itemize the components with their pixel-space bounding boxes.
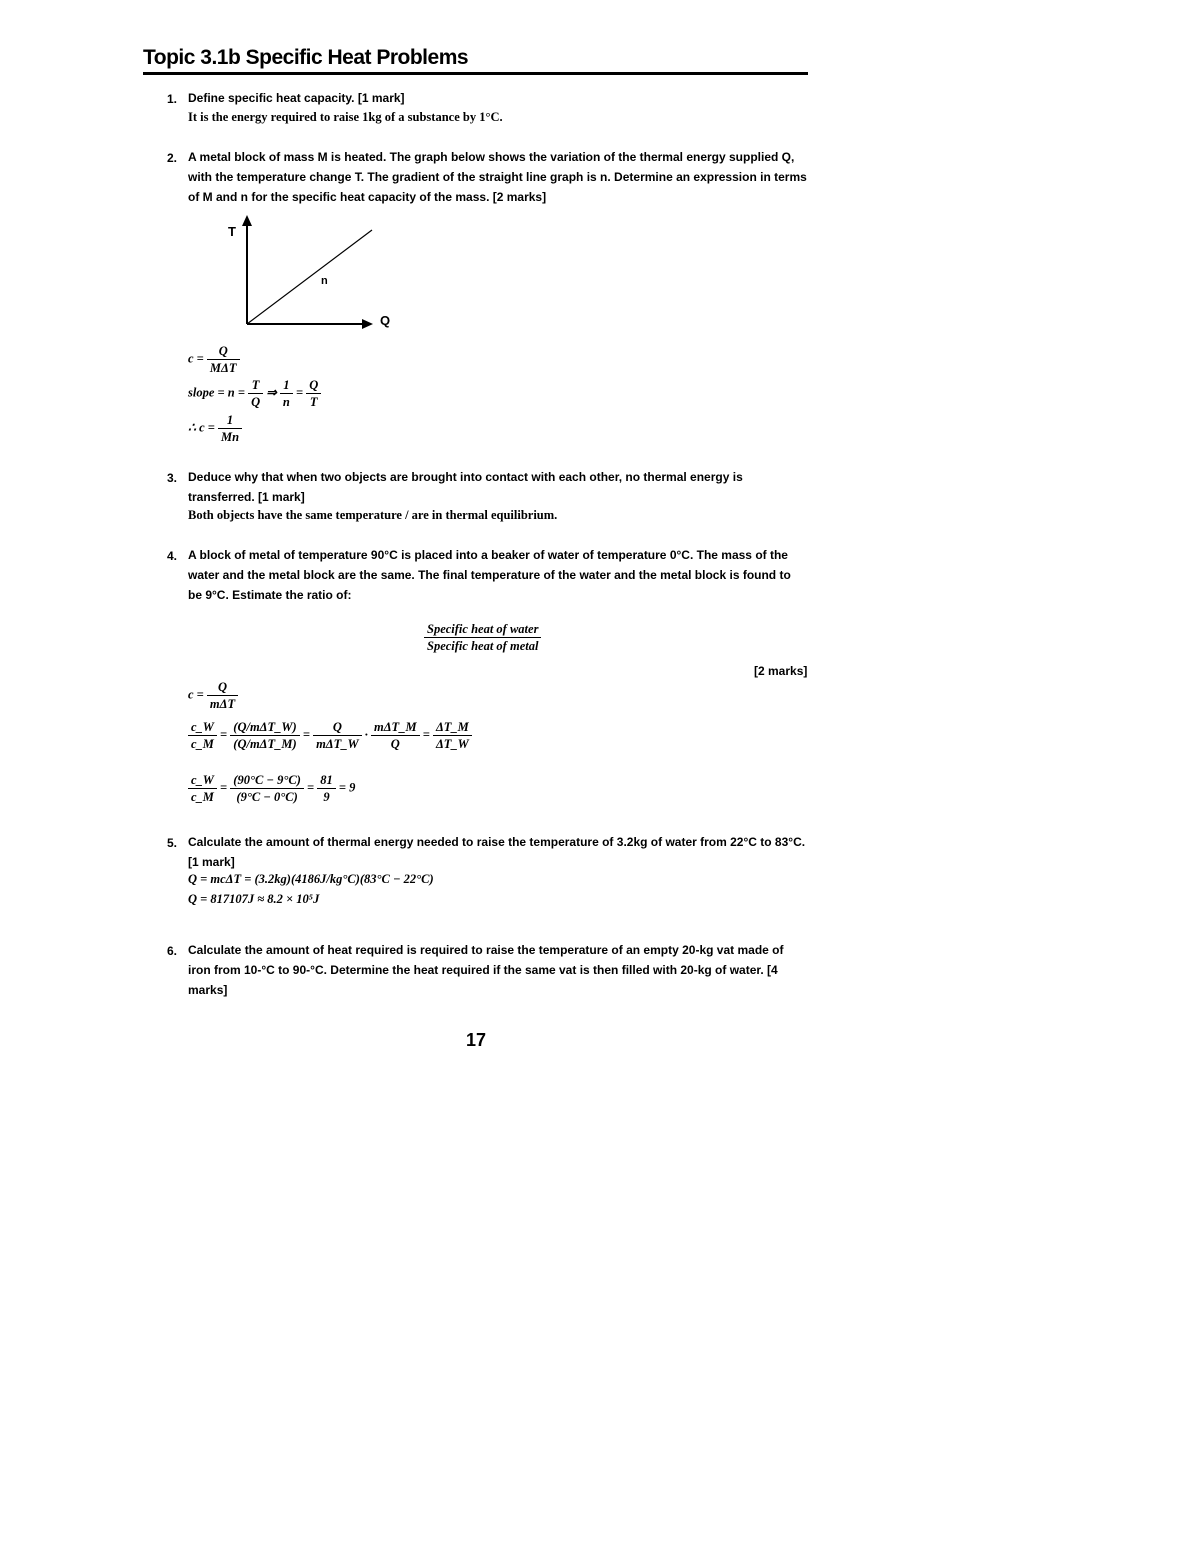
q2-number: 2. bbox=[167, 151, 178, 165]
q2-eq1-lhs: c = bbox=[188, 351, 204, 366]
q2-text: A metal block of mass M is heated. The graph below shows the variation of the thermal energy supplied Q, with the temperature change T. The gradient of the straight line graph is n. Determine an expression in terms of M and n for the specific heat capacity of the mass. [2 marks] bbox=[188, 150, 807, 204]
q3-text: Deduce why that when two objects are brought into contact with each other, no thermal energy is transferred. [1 mark] bbox=[188, 470, 743, 504]
q4-marks: [2 marks] bbox=[754, 664, 808, 678]
q2-eq1-frac: $\frac{Q}{\text{MΔT}}$ bbox=[207, 344, 240, 375]
q5-line2: Q = 817107J ≈ 8.2 × 10⁵J bbox=[188, 892, 320, 906]
page-number: 17 bbox=[466, 1030, 487, 1050]
graph-line bbox=[247, 230, 372, 324]
gradient-label: n bbox=[321, 275, 328, 287]
q4-eq3: $\frac{c\_W}{c\_M}$ = $\frac{(90^\circ C - 9^\circ C)}{(9^\circ C - 0^\circ C)}$ = $\frac{81}{9}$ = 9 bbox=[188, 773, 355, 804]
y-axis-arrow bbox=[242, 215, 252, 226]
q4-number: 4. bbox=[167, 549, 178, 563]
q5-line1: Q = mcΔT = (3.2kg)(4186J/kg°C)(83°C − 22°C) bbox=[188, 872, 434, 886]
q6-number: 6. bbox=[167, 944, 178, 958]
q4-ratio: $\frac{\text{Specific heat of water}}{\text{Specific heat of metal}}$ bbox=[424, 622, 541, 653]
q2-eq3: ∴ c = $\frac{1}{Mn}$ bbox=[188, 413, 242, 444]
q2-graph bbox=[220, 212, 410, 337]
page-title: Topic 3.1b Specific Heat Problems bbox=[143, 46, 469, 69]
q4-eq2: $\frac{c\_W}{c\_M}$ = $\frac{\text{(Q/mΔT\_W)}}{\text{(Q/mΔT\_M)}}$ = $\frac{Q}{\text{mΔT\_W}}$ · $\frac{\text{mΔT\_M}}{Q}$ = $\frac{\Delta T\_M}{\Delta T\_W}$ bbox=[188, 720, 472, 751]
y-axis-label: T bbox=[228, 224, 236, 239]
q2-eq1 bbox=[188, 344, 240, 375]
q1-answer: It is the energy required to raise 1kg of a substance by 1°C. bbox=[188, 110, 503, 124]
q4-eq1: c = $\frac{Q}{\text{mΔT}}$ bbox=[188, 680, 238, 711]
title-underline bbox=[143, 72, 808, 75]
q5-number: 5. bbox=[167, 836, 178, 850]
x-axis-label: Q bbox=[380, 313, 391, 328]
q6-text: Calculate the amount of heat required is required to raise the temperature of an empty 20-kg vat made of iron from 10-°C to 90-°C. Determine the heat required if the same vat is then filled with 20-kg of water. [4 marks] bbox=[188, 943, 784, 997]
q5-text: Calculate the amount of thermal energy needed to raise the temperature of 3.2kg of water from 22°C to 83°C. [1 mark] bbox=[188, 835, 806, 869]
q3-answer: Both objects have the same temperature / are in thermal equilibrium. bbox=[188, 508, 558, 522]
x-axis-arrow bbox=[362, 319, 373, 329]
q1-text: Define specific heat capacity. [1 mark] bbox=[188, 91, 405, 105]
q3-number: 3. bbox=[167, 471, 178, 485]
q4-text: A block of metal of temperature 90°C is placed into a beaker of water of temperature 0°C. The mass of the water and the metal block are the same. The final temperature of the water and the metal block is found to be 9°C. Estimate the ratio of: bbox=[188, 548, 791, 602]
q2-eq2: slope = n = $\frac{T}{Q}$ ⇒ $\frac{1}{n}$ = $\frac{Q}{T}$ bbox=[188, 378, 321, 409]
q1-number: 1. bbox=[167, 92, 178, 106]
